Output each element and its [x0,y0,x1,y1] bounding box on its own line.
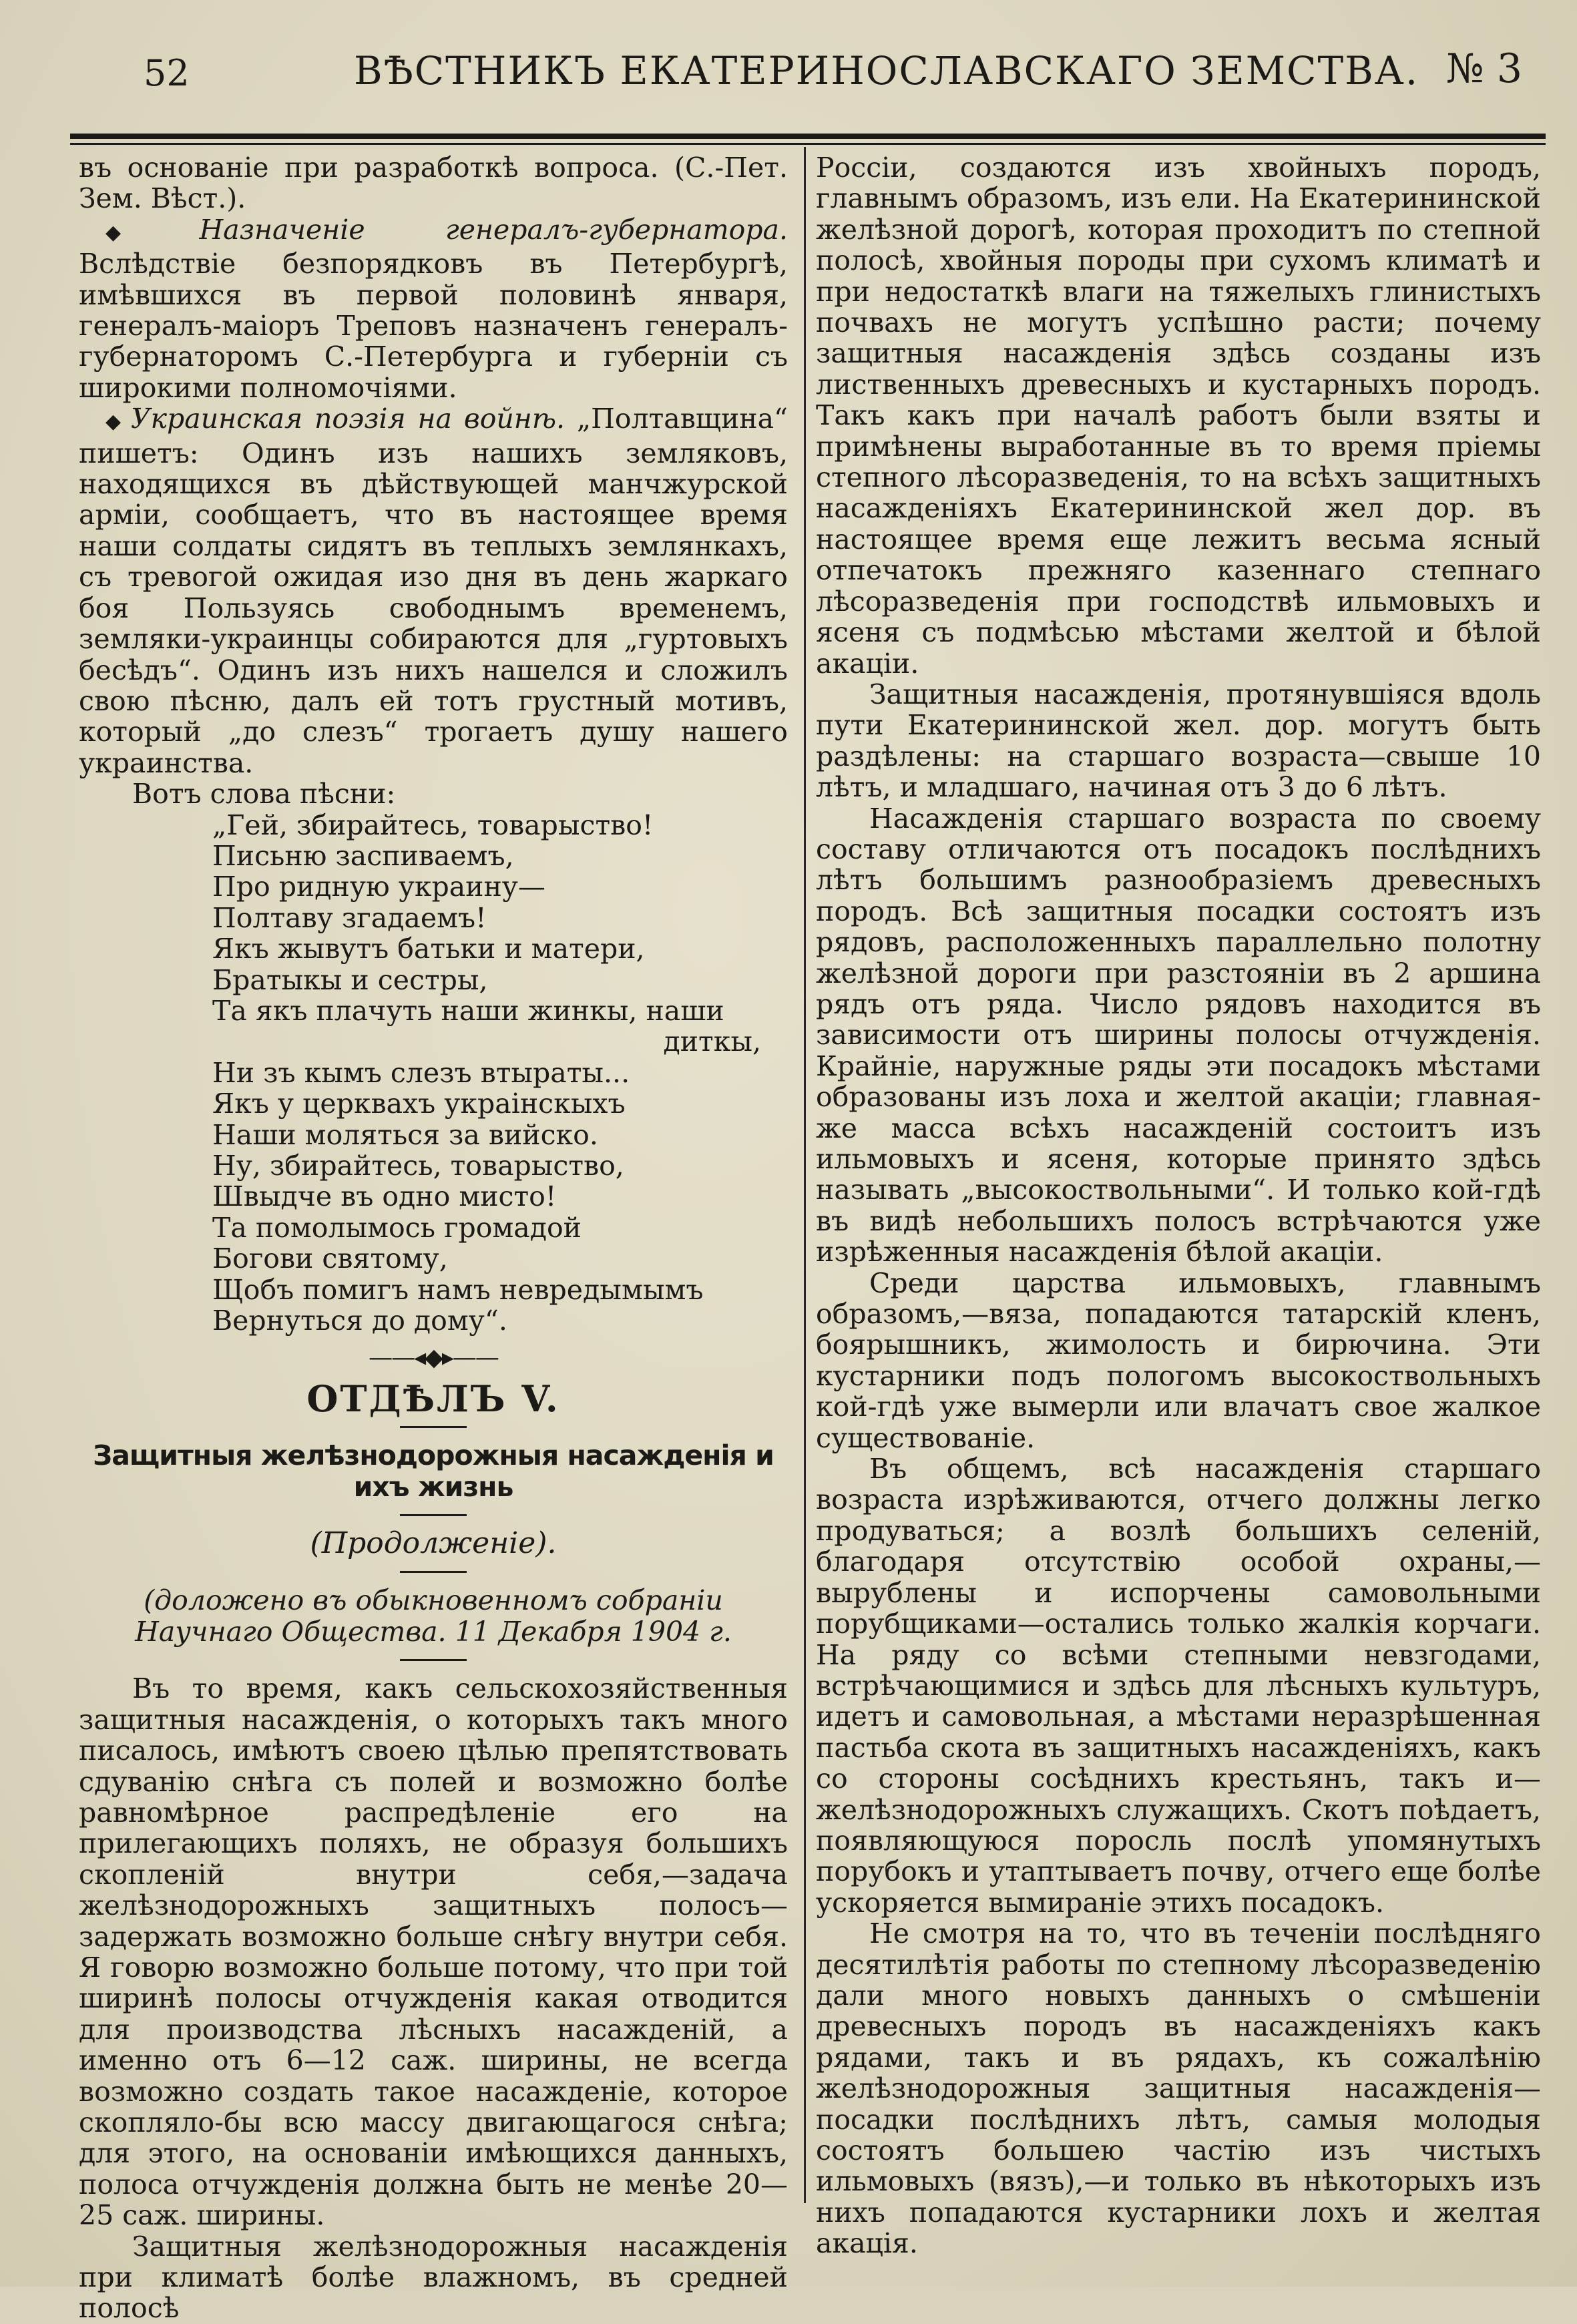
poem-line: Швыдче въ одно мисто! [212,1180,557,1213]
news-body: „Полтавщина“ пишетъ: Одинъ изъ нашихъ земляковъ, находящихся въ дѣйствующей манчжурской арміи, сообщаетъ, что въ настоящее время наши солдаты сидятъ въ теплыхъ землянкахъ, съ тревогой ожидая изо дня въ день жаркаго боя Пользуясь свободнымъ временемъ, земляки-украинцы собираются для „гуртовыхъ бесѣдъ“. Одинъ изъ нихъ нашелся и сложилъ свою пѣсню, далъ ей тотъ грустный мотивъ, который „до слезъ“ трогаетъ душу нашего украинства. [79,403,788,779]
poem-line: Богови святому, [212,1242,448,1275]
poem-line: Якъ жывутъ батьки и матери, [212,933,645,965]
right-column [816,152,1541,2259]
article-paragraph: Защитныя насажденія, протянувшіяся вдоль пути Екатерининской жел. дор. могутъ быть раздѣлены: на старшаго возраста—свыше 10 лѣтъ, и младшаго, начиная отъ 3 до 6 лѣтъ. [816,678,1541,804]
poem-line: Полтаву згадаемъ! [212,901,487,934]
news-item-governor [79,214,788,403]
poem-line: Якъ у церквахъ украінскыхъ [212,1088,626,1120]
article-paragraph: Россіи, создаются изъ хвойныхъ породъ, главнымъ образомъ, изъ ели. На Екатерининской желѣзной дорогѣ, которая проходитъ по степной полосѣ, хвойныя породы при сухомъ климатѣ и при недостаткѣ влаги на тяжелыхъ глинистыхъ почвахъ не могутъ успѣшно расти; почему защитныя насажденія здѣсь созданы изъ лиственныхъ древесныхъ и кустарныхъ породъ. Такъ какъ при началѣ работъ были взяты и примѣнены выработанные въ то время пріемы степного лѣсоразведенія, то на всѣхъ защитныхъ насажденіяхъ Екатерининской жел дор. въ настоящее время еще лежитъ весьма ясный отпечатокъ прежняго казеннаго степнаго лѣсоразведенія при господствѣ ильмовыхъ и ясеня съ подмѣсью мѣстами желтой и бѣлой акаціи. [816,152,1541,680]
read-note: (доложено въ обыкновенномъ собраніи Научнаго Общества. 11 Декабря 1904 г. [135,1584,732,1648]
short-rule [400,1514,467,1516]
article-paragraph: Среди царства ильмовыхъ, главнымъ образомъ,—вяза, попадаются татарскій кленъ, боярышникъ, жимолость и бирючина. Эти кустарники подъ пологомъ высокоствольныхъ кой-гдѣ уже вымерли или влачатъ свое жалкое существованіе. [816,1266,1541,1454]
article-title: Защитныя желѣзнодорожныя насажденія и ихъ жизнь [93,1439,774,1503]
short-rule [400,1659,467,1661]
poem-line: Наши моляться за вийско. [212,1118,598,1151]
article-paragraph: Не смотря на то, что въ теченіи послѣдняго десятилѣтія работы по степному лѣсоразведенію дали много новыхъ данныхъ о смѣшеніи древесныхъ породъ въ насажденіяхъ какъ рядами, такъ и въ рядахъ, къ сожалѣнію желѣзнодорожныя защитныя насажденія—посадки послѣднихъ лѣтъ, самыя молодыя состоятъ большею частію изъ чистыхъ ильмовыхъ (вязъ),—и только въ нѣкоторыхъ изъ нихъ попадаются кустарники лохъ и желтая акація. [816,1917,1541,2260]
poem-line: диткы, [663,1025,761,1058]
header-rule-thin [70,143,1546,145]
left-column [79,152,788,2324]
poem-line: Ни зъ кымъ слезъ втыраты... [212,1056,630,1089]
news-body: Вслѣдствіе безпорядковъ въ Петербургѣ, имѣвшихся въ первой половинѣ января, генералъ-маіоръ Треповъ назначенъ генералъ-губернаторомъ С.-Петербурга и губерніи съ широкими полномочіями. [79,248,788,404]
diamond-bullet-icon: ◆ [105,410,124,434]
article-paragraph: Насажденія старшаго возраста по своему составу отличаются отъ посадокъ послѣднихъ лѣтъ большимъ разнообразіемъ древесныхъ породъ. Всѣ защитныя посадки состоятъ изъ рядовъ, расположенныхъ параллельно полотну желѣзной дороги при разстояніи въ 2 аршина рядъ отъ ряда. Число рядовъ находится въ зависимости отъ ширины полосы отчужденія. Крайніе, наружные ряды эти посадокъ мѣстами образованы изъ лоха и желтой акаціи; главная-же масса всѣхъ насажденій состоитъ изъ ильмовыхъ и ясеня, которые принято здѣсь называть „высокоствольными“. И только кой-гдѣ въ видѣ небольшихъ полосъ встрѣчаются уже изрѣженныя насажденія бѣлой акаціи. [816,802,1541,1268]
article-paragraph: Въ общемъ, всѣ насажденія старшаго возраста изрѣживаются, отчего должны легко продуваться; а возлѣ большихъ селеній, благодаря отсутствію особой охраны,—вырублены и испорчены самовольными порубщиками—остались только жалкія корчаги. На ряду со всѣми степными невзгодами, встрѣчающимися и здѣсь для лѣсныхъ культуръ, идетъ и самовольная, а мѣстами неразрѣшенная пастьба скота въ защитныхъ насажденіяхъ, какъ со стороны сосѣднихъ крестьянъ, такъ и—желѣзнодорожныхъ служащихъ. Скотъ поѣдаетъ, появляющуюся поросль послѣ упомянутыхъ порубокъ и утаптываетъ почву, отчего еще болѣе ускоряется вымираніе этихъ посадокъ. [816,1453,1541,1919]
poem-line: Щобъ помигъ намъ невредымымъ [212,1273,704,1306]
column-divider [804,147,806,2203]
diamond-bullet-icon: ◆ [105,220,193,244]
poem-line: Вернуться до дому“. [212,1305,507,1337]
news-heading: Назначеніе генералъ-губернатора. [199,213,788,246]
poem-line: Та помолымось громадой [212,1211,582,1244]
poem-line: Та якъ плачуть наши жинкы, наши [212,994,724,1027]
news-heading: Украинская поэзія на войнѣ. [130,403,566,435]
poem-line: „Гей, збирайтесь, товарыство! [212,808,654,841]
poem-line: Письню заспиваемъ, [212,839,514,872]
article-continued: (Продолженіе). [310,1526,557,1561]
short-rule [400,1426,467,1428]
journal-title: ВѢСТНИКЪ ЕКАТЕРИНОСЛАВСКАГО ЗЕМСТВА. [354,48,1419,93]
poem-line: Братыкы и сестры, [212,963,488,996]
poem-line: Ну, збирайтесь, товарыство, [212,1150,624,1182]
article-paragraph: Защитныя желѣзнодорожныя насажденія при климатѣ болѣе влажномъ, въ средней полосѣ [79,2230,788,2324]
page-number: 52 [144,52,190,94]
article-paragraph: Въ то время, какъ сельскохозяйственныя защитныя насажденія, о которыхъ такъ много писалось, имѣютъ своею цѣлью препятствовать сдуванію снѣга съ полей и возможно болѣе равномѣрное распредѣленіе его на прилегающихъ поляхъ, не образуя большихъ скопленій внутри себя,—задача желѣзнодорожныхъ защитныхъ полосъ—задержать возможно больше снѣгу внутри себя. Я говорю возможно больше потому, что при той ширинѣ полосы отчужденія какая отводится для производства лѣсныхъ насажденій, а именно отъ 6—12 саж. ширины, не всегда возможно создать такое насажденіе, которое скопляло-бы всю массу двигающагося снѣга; для этого, на основаніи имѣющихся данныхъ, полоса отчужденія должна быть не менѣе 20—25 саж. ширины. [79,1672,788,2232]
ornament-divider: ——◂◆▸—— [369,1344,498,1372]
news-item-poetry [79,403,788,778]
poem-intro: Вотъ слова пѣсни: [132,778,396,810]
poem-line: Про ридную украину— [212,871,545,903]
short-rule [400,1571,467,1573]
header-rule-thick [70,134,1546,139]
issue-number: № 3 [1445,45,1522,92]
page-header [134,39,1536,105]
section-title: ОТДѢЛЪ V. [306,1377,560,1420]
poem [79,810,788,1337]
continued-paragraph: въ основаніе при разработкѣ вопроса. (С.-Пет. Зем. Вѣст.). [79,152,788,215]
